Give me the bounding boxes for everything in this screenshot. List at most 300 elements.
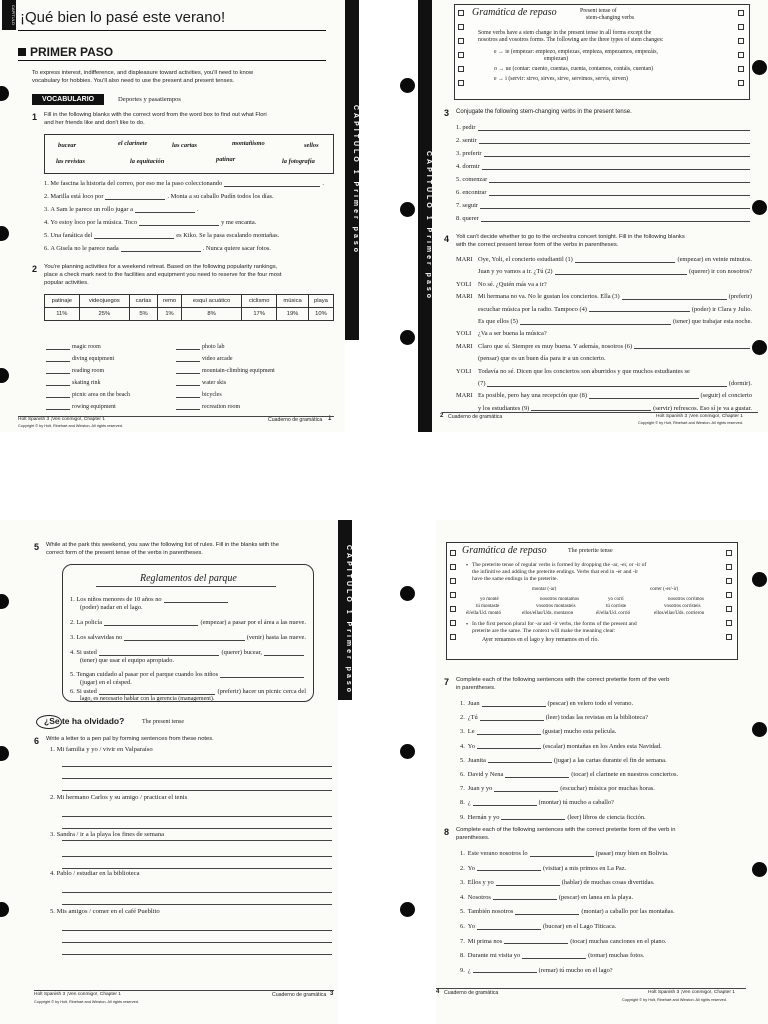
answer-blank[interactable] (480, 208, 750, 209)
answer-blank[interactable] (489, 195, 750, 196)
dialog-text: Mi hermana no va. No le gustan los conciertos. Ella (3) (478, 293, 620, 301)
grammar-bullet-icon: • (466, 563, 469, 569)
answer-blank[interactable] (482, 706, 546, 707)
table-cell: 25% (79, 308, 129, 321)
speaker-label: MARI (456, 293, 473, 301)
sentence-item (460, 757, 750, 765)
checklist-item[interactable]: bicycles (176, 392, 222, 398)
answer-line[interactable] (62, 930, 332, 931)
word-box-item: bucear (58, 142, 77, 149)
answer-blank[interactable] (264, 655, 304, 656)
rule-item-cont: (tener) que usar el equipo apropiado. (80, 657, 175, 664)
grammar-box-row: empiezan) (544, 56, 569, 62)
table-cell: 11% (45, 308, 80, 321)
item-text: (leer) libros de ciencia ficción. (567, 813, 646, 821)
answer-blank[interactable] (220, 677, 304, 678)
dialog-text: Es que ellos (5) (478, 318, 518, 325)
item-number: 8. (460, 952, 465, 960)
binder-mark (458, 80, 464, 86)
answer-blank[interactable] (589, 398, 699, 399)
answer-blank[interactable] (515, 914, 579, 915)
answer-blank[interactable] (477, 929, 541, 930)
grammar-box-row: e → ie (empezar: empiezo, empiezas, empieza, empezamos, empezáis, (494, 49, 659, 55)
item-text: (visitar) a mis primos en La Paz. (542, 864, 627, 872)
footer-book: Holt Spanish 3 ¡Ven conmigo!, Chapter 1 (656, 414, 743, 419)
chapter-spine-tab: CAPÍTULO 1 Primer paso (418, 0, 432, 432)
answer-line[interactable] (62, 828, 332, 829)
footer-title: Cuaderno de gramática (448, 414, 503, 420)
workbook-page-2 (432, 0, 768, 432)
checklist-item[interactable]: skating rink (46, 380, 101, 386)
dialog-text: (preferir) (728, 293, 752, 301)
dialog-text: (empezar) en veinte minutos. (677, 256, 752, 263)
footer-rule (436, 988, 746, 989)
conjugation-cell: yo corrí (608, 597, 624, 602)
exercise-2-prompt-1: You're planning activities for a weekend retreat. Based on the following popularity rankings, (44, 264, 278, 270)
answer-blank[interactable] (477, 870, 541, 871)
dialog-line (456, 318, 752, 326)
item-text: Le (467, 728, 475, 736)
answer-line[interactable] (62, 790, 332, 791)
answer-blank[interactable] (622, 299, 727, 300)
exercise-1-prompt-1: Fill in the following blanks with the correct word from the word box to find out what Flori (44, 112, 267, 118)
section-bullet-icon (18, 48, 26, 56)
answer-blank[interactable] (164, 602, 228, 603)
binder-hole (400, 202, 415, 217)
item-text: Yo (467, 864, 475, 872)
grammar-bullet-icon: • (466, 622, 469, 628)
answer-blank[interactable] (480, 720, 544, 721)
letter-item: 1. Mi familia y yo / vivir en Valparaíso (50, 746, 153, 753)
sentence-item (460, 785, 750, 793)
exercise-6-prompt: Write a letter to a pen pal by forming sentences from these notes. (46, 736, 214, 742)
dialog-line (456, 380, 752, 388)
footer-book: Holt Spanish 3 ¡Ven conmigo!, Chapter 1 (18, 417, 105, 422)
answer-blank[interactable] (496, 885, 560, 886)
dialog-text: (tener) que trabajar esta noche. (673, 318, 752, 325)
binder-mark (726, 578, 732, 584)
exercise-7-prompt-2: in parentheses. (456, 685, 496, 691)
exercise-8-prompt-1: Complete each of the following sentences with the correct preterite form of the verb in (456, 827, 676, 833)
dialog-line (456, 355, 752, 363)
conjugation-cell: tú corriste (606, 604, 627, 609)
letter-item: 3. Sandra / ir a la playa los fines de semana (50, 831, 165, 838)
dialog-text: (poder) ir Clara y Julio. (691, 305, 752, 313)
grammar-box-text: In the first person plural for -ar and -ir verbs, the forms of the present and (472, 621, 637, 627)
rule-item: 5. Tengan cuidado al pasar por el parque cuando los niños (70, 671, 306, 679)
answer-line[interactable] (62, 766, 332, 767)
item-text: (hablar) de muchas cosas divertidas. (561, 879, 655, 887)
conjugation-item: 8. querer (456, 215, 752, 223)
conjugation-cell: ellos/ellas/Uds. montaron (522, 611, 574, 616)
dialog-text: Claro que sí. Siempre es muy buena. Y además, nosotros (6) (478, 342, 633, 350)
dialog-text: No sé. ¿Quién más va a ir? (478, 280, 547, 288)
binder-mark (738, 66, 744, 72)
checklist-item[interactable]: recreation room (176, 404, 240, 410)
item-text: (pescar) en velero todo el verano. (547, 700, 634, 707)
binder-mark (726, 634, 732, 640)
chapter-spine-tab (422, 520, 436, 1024)
speaker-label: YOLI (456, 367, 472, 375)
letter-item: 5. Mis amigos / comer en el café Pueblito (50, 908, 160, 915)
answer-line[interactable] (62, 856, 332, 857)
footer-copyright: Copyright © by Holt, Rinehart and Winston. All rights reserved. (18, 424, 123, 428)
dialog-line (456, 330, 752, 338)
table-cell: 10% (308, 308, 333, 321)
sentence-item (460, 879, 750, 887)
grammar-box-title: Gramática de repaso (472, 7, 557, 18)
item-number: 5. (460, 756, 465, 764)
sentence-item (460, 952, 750, 960)
footer-rule (18, 416, 334, 417)
exercise-7-prompt-1: Complete each of the following sentences with the correct preterite form of the verb (456, 677, 670, 683)
answer-line[interactable] (62, 840, 332, 841)
word-box-item: montañismo (232, 140, 265, 147)
exercise-8-prompt-2: parentheses. (456, 835, 490, 841)
binder-hole (752, 60, 767, 75)
sentence-item (460, 700, 750, 708)
exercise-5-number: 5 (34, 542, 40, 552)
exercise-8-number: 8 (444, 827, 450, 837)
binder-mark (458, 66, 464, 72)
binder-mark (726, 564, 732, 570)
intro-line-1: To express interest, indifference, and displeasure toward activities, you'll need to know (32, 70, 254, 76)
grammar-box-text: nosotros and vosotros forms. The following are the three types of stem changes: (478, 37, 664, 43)
answer-blank[interactable] (105, 199, 165, 200)
answer-blank[interactable] (494, 791, 558, 792)
answer-line[interactable] (62, 778, 332, 779)
binder-mark (450, 634, 456, 640)
sentence-item (460, 865, 750, 873)
binder-hole (752, 722, 767, 737)
item-number: 6. (460, 771, 465, 778)
conjugation-cell: nosotros corrimos (668, 597, 704, 602)
checklist-item[interactable]: water skis (176, 380, 226, 386)
item-text: Yo (467, 923, 475, 930)
review-subtitle: The present tense (142, 719, 184, 725)
checklist-item[interactable]: mountain-climbing equipment (176, 368, 275, 374)
dialog-line (456, 368, 752, 376)
item-text: Juan (467, 700, 480, 707)
answer-blank[interactable] (139, 225, 219, 226)
vocab-subtitle: Deportes y pasatiempos (118, 96, 181, 103)
exercise-1-item: 1. Me fascina la historia del correo, por eso me la paso coleccionando . (44, 180, 324, 187)
footer-book: Holt Spanish 3 ¡Ven conmigo!, Chapter 1 (648, 990, 735, 995)
rule-item: 4. Si usted (querer) bucear, (70, 649, 306, 657)
exercise-1-item: 2. Marilla está loco por . Monta a su caballo Pudín todos los días. (44, 193, 274, 200)
answer-blank[interactable] (530, 856, 594, 857)
answer-blank[interactable] (477, 748, 541, 749)
binder-mark (450, 592, 456, 598)
item-text: David y Nena (467, 771, 504, 778)
item-text: (montar) a caballo por las montañas. (581, 908, 675, 916)
item-text: (jugar) a las cartas durante el fin de semana. (553, 756, 667, 764)
footer-title: Cuaderno de gramática (272, 992, 327, 998)
answer-blank[interactable] (477, 734, 541, 735)
sentence-item (460, 771, 750, 779)
section-rule (18, 60, 326, 61)
chapter-spine-tab: CAPÍTULO 1 Primer paso (338, 520, 352, 700)
answer-blank[interactable] (94, 238, 174, 239)
binder-hole (400, 78, 415, 93)
exercise-4-number: 4 (444, 234, 450, 244)
item-text: ¿ (467, 966, 471, 974)
binder-hole (400, 586, 415, 601)
answer-line[interactable] (62, 942, 332, 943)
item-text: Mi prima nos (467, 937, 503, 945)
answer-blank[interactable] (488, 762, 552, 763)
rule-item: 2. La policía (empezar) a pasar por el área a las nueve. (70, 619, 306, 626)
footer-rule (34, 990, 334, 991)
workbook-page-4 (436, 520, 768, 1024)
conjugation-cell: yo monté (480, 597, 499, 602)
dialog-text: (pensar) que es un buen día para ir a un concierto. (478, 355, 606, 363)
conjugation-cell: nosotros montamos (540, 597, 580, 602)
exercise-1-item: 3. A Sam le parece un rollo jugar a . (44, 206, 199, 213)
checklist-item[interactable]: video arcade (176, 356, 232, 362)
binder-mark (726, 550, 732, 556)
dialog-text: (dormir). (728, 380, 752, 387)
answer-blank[interactable] (555, 274, 687, 275)
grammar-box-text: Some verbs have a stem change in the present tense in all forms except the (478, 30, 652, 36)
dialog-text: escuchar música por la radio. Tampoco (4) (478, 305, 587, 313)
exercise-6-number: 6 (34, 736, 40, 746)
answer-blank[interactable] (520, 324, 671, 325)
answer-blank[interactable] (473, 972, 537, 973)
item-text: Durante mi visita yo (467, 952, 521, 960)
item-text: Hernán y yo (467, 813, 500, 821)
item-number: 7. (460, 785, 465, 793)
binder-mark (450, 620, 456, 626)
rule-item-cont: (poder) nadar en el lago. (80, 604, 143, 611)
binder-hole (752, 862, 767, 877)
answer-line[interactable] (62, 816, 332, 817)
conjugation-cell: él/ella/Ud. montó (466, 611, 501, 616)
conjugation-header: montar (-ar) (532, 587, 557, 592)
item-text: Ellos y yo (467, 879, 494, 887)
word-box-item: patinar (216, 156, 236, 163)
workbook-page-1 (0, 0, 345, 432)
binder-mark (458, 38, 464, 44)
binder-mark (450, 550, 456, 556)
table-cell: 19% (277, 308, 309, 321)
item-text: (tocar) muchas canciones en el piano. (570, 937, 667, 945)
binder-mark (738, 24, 744, 30)
answer-blank[interactable] (124, 640, 245, 641)
answer-line[interactable] (62, 954, 332, 955)
answer-blank[interactable] (522, 958, 586, 959)
checklist-item[interactable]: photo lab (176, 344, 225, 350)
footer-copyright: Copyright © by Holt, Rinehart and Winston. All rights reserved. (34, 1000, 139, 1004)
answer-blank[interactable] (481, 221, 750, 222)
item-text: Este verano nosotros lo (467, 850, 528, 857)
word-box-item: las revistas (56, 158, 85, 165)
review-title: ¿Se te ha olvidado? (44, 716, 125, 726)
letter-item: 2. Mi hermano Carlos y su amigo / practicar el tenis (50, 794, 188, 801)
conjugation-item: 6. encontrar (456, 189, 752, 197)
item-number: 6. (460, 923, 465, 930)
rule-item-cont: lago, es necesario hablar con la gerencia (management). (80, 696, 215, 702)
item-text: (leer) todas las revistas en la biblioteca? (545, 714, 648, 722)
binder-mark (458, 24, 464, 30)
item-text: (escuchar) música por muchas horas. (560, 785, 655, 793)
answer-line[interactable] (62, 904, 332, 905)
answer-blank[interactable] (575, 262, 676, 263)
item-text: También nosotros (467, 908, 514, 916)
exercise-4-prompt-1: Yoli can't decide whether to go to the orchestra concert tonight. Fill in the following blanks (456, 234, 685, 240)
item-number: 8. (460, 799, 465, 807)
table-header-row (45, 295, 334, 308)
dialog-text: (7) (478, 380, 486, 387)
answer-blank[interactable] (589, 311, 690, 312)
answer-blank[interactable] (505, 777, 569, 778)
sentence-item (460, 894, 750, 902)
checklist-item[interactable]: picnic area on the beach (46, 392, 130, 398)
answer-blank[interactable] (135, 212, 195, 213)
binder-mark (458, 10, 464, 16)
word-box-item: la equitación (130, 158, 165, 165)
answer-blank[interactable] (224, 186, 320, 187)
section-label: PRIMER PASO (30, 45, 114, 59)
answer-blank[interactable] (484, 156, 750, 157)
sentence-item (460, 714, 750, 722)
answer-line[interactable] (62, 868, 332, 869)
checklist-item[interactable]: diving equipment (46, 356, 114, 362)
table-cell: 17% (242, 308, 277, 321)
item-number: 2. (460, 714, 465, 722)
grammar-box-text: preterite are the same. The context will make the meaning clear: (472, 628, 616, 634)
answer-blank[interactable] (493, 899, 557, 900)
grammar-box-text: the infinitive and adding the preterite endings. Verbs that end in -er and -ir (472, 569, 639, 575)
table-header-cell: ciclismo (242, 295, 277, 308)
answer-blank[interactable] (501, 819, 565, 820)
letter-item: 4. Pablo / estudiar en la biblioteca (50, 870, 140, 877)
binder-mark (450, 578, 456, 584)
table-cell: 8% (182, 308, 242, 321)
answer-blank[interactable] (487, 386, 726, 387)
item-text: (pescar) en lanea en la playa. (558, 893, 634, 901)
binder-hole (400, 744, 415, 759)
exercise-2-prompt-3: popular activities. (44, 280, 89, 286)
answer-blank[interactable] (473, 805, 537, 806)
item-text: Nosotros (467, 893, 491, 901)
checklist-item[interactable]: reading room (46, 368, 104, 374)
item-number: 4. (460, 893, 465, 901)
answer-line[interactable] (62, 892, 332, 893)
answer-blank[interactable] (482, 169, 750, 170)
checklist-item[interactable]: magic room (46, 344, 101, 350)
chapter-side-tab: CAPÍTULO (2, 0, 16, 30)
sentence-item (460, 967, 750, 975)
conjugation-item: 7. seguir (456, 202, 752, 210)
item-text: Yo (467, 742, 475, 750)
exercise-3-prompt: Conjugate the following stem-changing verbs in the present tense. (456, 109, 632, 115)
footer-title: Cuaderno de gramática (444, 990, 499, 996)
exercise-5-prompt-1: While at the park this weekend, you saw the following list of rules. Fill in the blanks with the (46, 542, 279, 548)
item-text: (tocar) el clarinete en nuestros conciertos. (571, 771, 679, 778)
answer-blank[interactable] (634, 348, 750, 349)
footer-copyright: Copyright © by Holt, Rinehart and Winston. All rights reserved. (638, 421, 743, 425)
conjugation-cell: vosotros corristeis (664, 604, 701, 609)
conjugation-item: 2. sentir (456, 137, 752, 145)
item-text: (bucear) en el Lago Titicaca. (542, 923, 617, 930)
sentence-item (460, 728, 750, 736)
exercise-1-item: 5. Una fanática del es Kiko. Se la pasa escalando montañas. (44, 232, 280, 239)
conjugation-item: 3. preferir (456, 150, 752, 158)
speaker-label: MARI (456, 256, 473, 263)
binder-mark (726, 606, 732, 612)
binder-hole (752, 572, 767, 587)
chapter-spine-tab: CAPÍTULO 1 Primer paso (345, 0, 359, 340)
footer-page-number: 1 (328, 416, 332, 422)
sentence-item (460, 814, 750, 822)
binder-hole (400, 902, 415, 917)
sentence-item (460, 938, 750, 946)
dialog-text: Todavía no sé. Dicen que los conciertos son aburridos y que muchos estudiantes se (478, 367, 690, 375)
intro-line-2: vocabulary for hobbies. You'll also need to use the present and present tenses. (32, 78, 235, 84)
conjugation-item: 4. dormir (456, 163, 752, 171)
item-text: ¿ (467, 799, 471, 807)
binder-mark (726, 620, 732, 626)
item-number: 3. (460, 728, 465, 736)
item-number: 9. (460, 813, 465, 821)
rule-item: 1. Los niños menores de 10 años no (70, 596, 230, 604)
page-title: ¡Qué bien lo pasé este verano! (20, 9, 226, 26)
binder-hole (752, 200, 767, 215)
table-header-cell: videojuegos (79, 295, 129, 308)
conjugation-cell: tú montaste (476, 604, 500, 609)
sentence-item (460, 908, 750, 916)
dialog-text: Es posible, pero hay una recepción que (8) (478, 392, 587, 400)
item-text: (remar) tú mucho en el lago? (538, 966, 613, 974)
checklist-item[interactable]: rowing equipment (46, 404, 116, 410)
item-text: (gustar) mucho esta película. (542, 728, 617, 736)
item-text: (pasar) muy bien en Bolivia. (595, 850, 669, 857)
exercise-3-number: 3 (444, 108, 450, 118)
exercise-7-number: 7 (444, 677, 450, 687)
answer-blank[interactable] (504, 943, 568, 944)
table-cell: 5% (130, 308, 158, 321)
grammar-example: Ayer remamos en el lago y hoy remamos en el río. (482, 637, 599, 643)
sentence-item (460, 799, 750, 807)
binder-mark (738, 10, 744, 16)
title-rule (18, 30, 326, 31)
answer-blank[interactable] (99, 655, 220, 656)
exercise-1-prompt-2: and her friends like and don't like to do. (44, 120, 145, 126)
grammar-box-subtitle: stem-changing verbs (586, 15, 635, 21)
exercise-1-item: 4. Yo estoy loco por la música. Toco y me encanta. (44, 219, 257, 226)
answer-blank[interactable] (121, 251, 201, 252)
exercise-1-item: 6. A Gisela no le parece nada . Nunca quiere sacar fotos. (44, 245, 271, 252)
answer-blank[interactable] (479, 143, 750, 144)
table-header-cell: patinaje (45, 295, 80, 308)
dialog-line (456, 343, 752, 351)
binder-mark (738, 52, 744, 58)
dialog-line (456, 268, 752, 276)
binder-hole (752, 340, 767, 355)
dialog-text: (querer) ir con nosotros? (689, 268, 752, 276)
footer-page-number: 2 (440, 413, 444, 419)
dialog-text: Oye, Yoli, el concierto estudiantil (1) (478, 256, 573, 263)
table-header-cell: remo (157, 295, 181, 308)
binder-mark (450, 606, 456, 612)
answer-blank[interactable] (489, 182, 750, 183)
dialog-text: ¿Va a ser buena la música? (478, 330, 547, 338)
answer-blank[interactable] (104, 625, 198, 626)
item-text: Juan y yo (467, 785, 493, 793)
answer-blank[interactable] (478, 130, 750, 131)
footer-page-number: 4 (436, 989, 440, 995)
